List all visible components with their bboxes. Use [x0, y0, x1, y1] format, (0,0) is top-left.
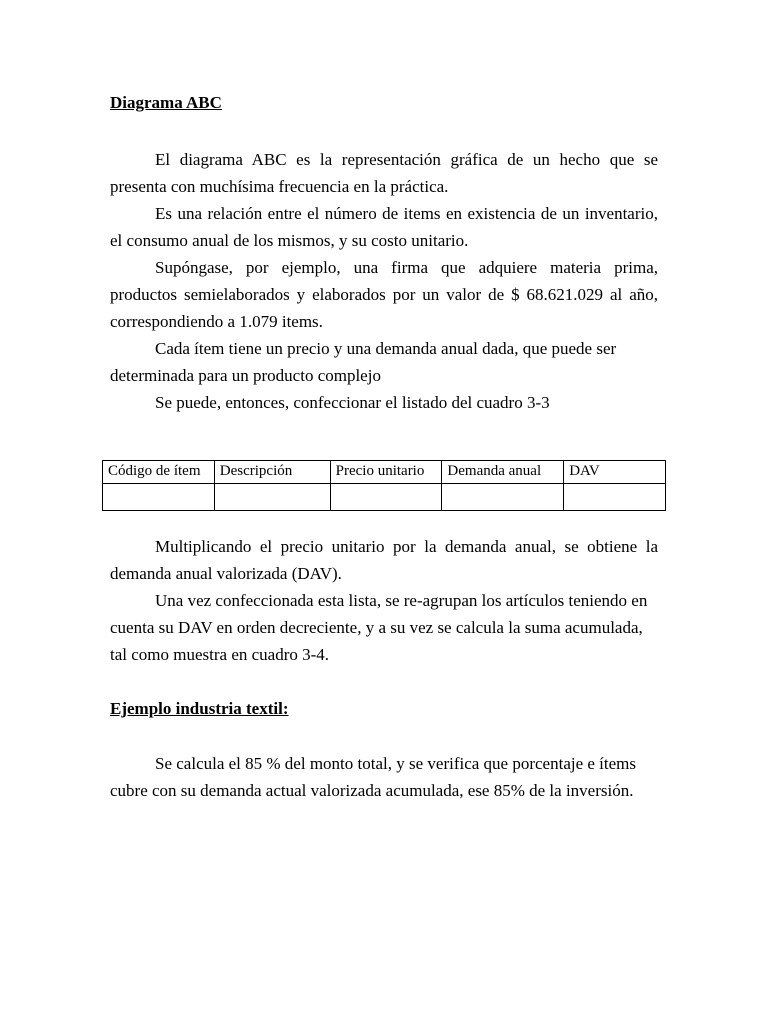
section-heading: Diagrama ABC [110, 93, 222, 112]
table-cell [103, 484, 215, 511]
table-cell [214, 484, 330, 511]
paragraph: Cada ítem tiene un precio y una demanda anual dada, que puede ser determinada para un producto complejo [110, 339, 617, 385]
column-header: Demanda anual [442, 461, 564, 484]
document-page [110, 92, 658, 804]
column-header: DAV [564, 461, 666, 484]
paragraph: Supóngase, por ejemplo, una firma que adquiere materia prima, productos semielaborados y elaborados por un valor de $ 68.621.029 al año, correspondiendo a 1.079 items. [110, 258, 658, 331]
paragraph: Se puede, entonces, confeccionar el listado del cuadro 3-3 [155, 393, 550, 412]
paragraph: Multiplicando el precio unitario por la demanda anual, se obtiene la demanda anual valorizada (DAV). [110, 537, 658, 583]
after-table-section [110, 533, 658, 668]
paragraph: El diagrama ABC es la representación gráfica de un hecho que se presenta con muchísima frecuencia en la práctica. [110, 150, 658, 196]
paragraph: Una vez confeccionada esta lista, se re-agrupan los artículos teniendo en cuenta su DAV en orden decreciente, y a su vez se calcula la suma acumulada, tal como muestra en cuadro 3-4. [110, 591, 648, 664]
table-cell [442, 484, 564, 511]
table-header-row [103, 461, 666, 484]
intro-section [110, 146, 658, 416]
column-header: Precio unitario [330, 461, 442, 484]
paragraph: Es una relación entre el número de items en existencia de un inventario, el consumo anual de los mismos, y su costo unitario. [110, 204, 658, 250]
table-row [103, 484, 666, 511]
table-cell [330, 484, 442, 511]
example-section [110, 750, 658, 804]
table-cell [564, 484, 666, 511]
paragraph: Se calcula el 85 % del monto total, y se verifica que porcentaje e ítems cubre con su demanda actual valorizada acumulada, ese 85% de la inversión. [110, 754, 637, 800]
items-table [102, 460, 666, 511]
example-heading: Ejemplo industria textil: [110, 699, 289, 718]
column-header: Descripción [214, 461, 330, 484]
column-header: Código de ítem [103, 461, 215, 484]
